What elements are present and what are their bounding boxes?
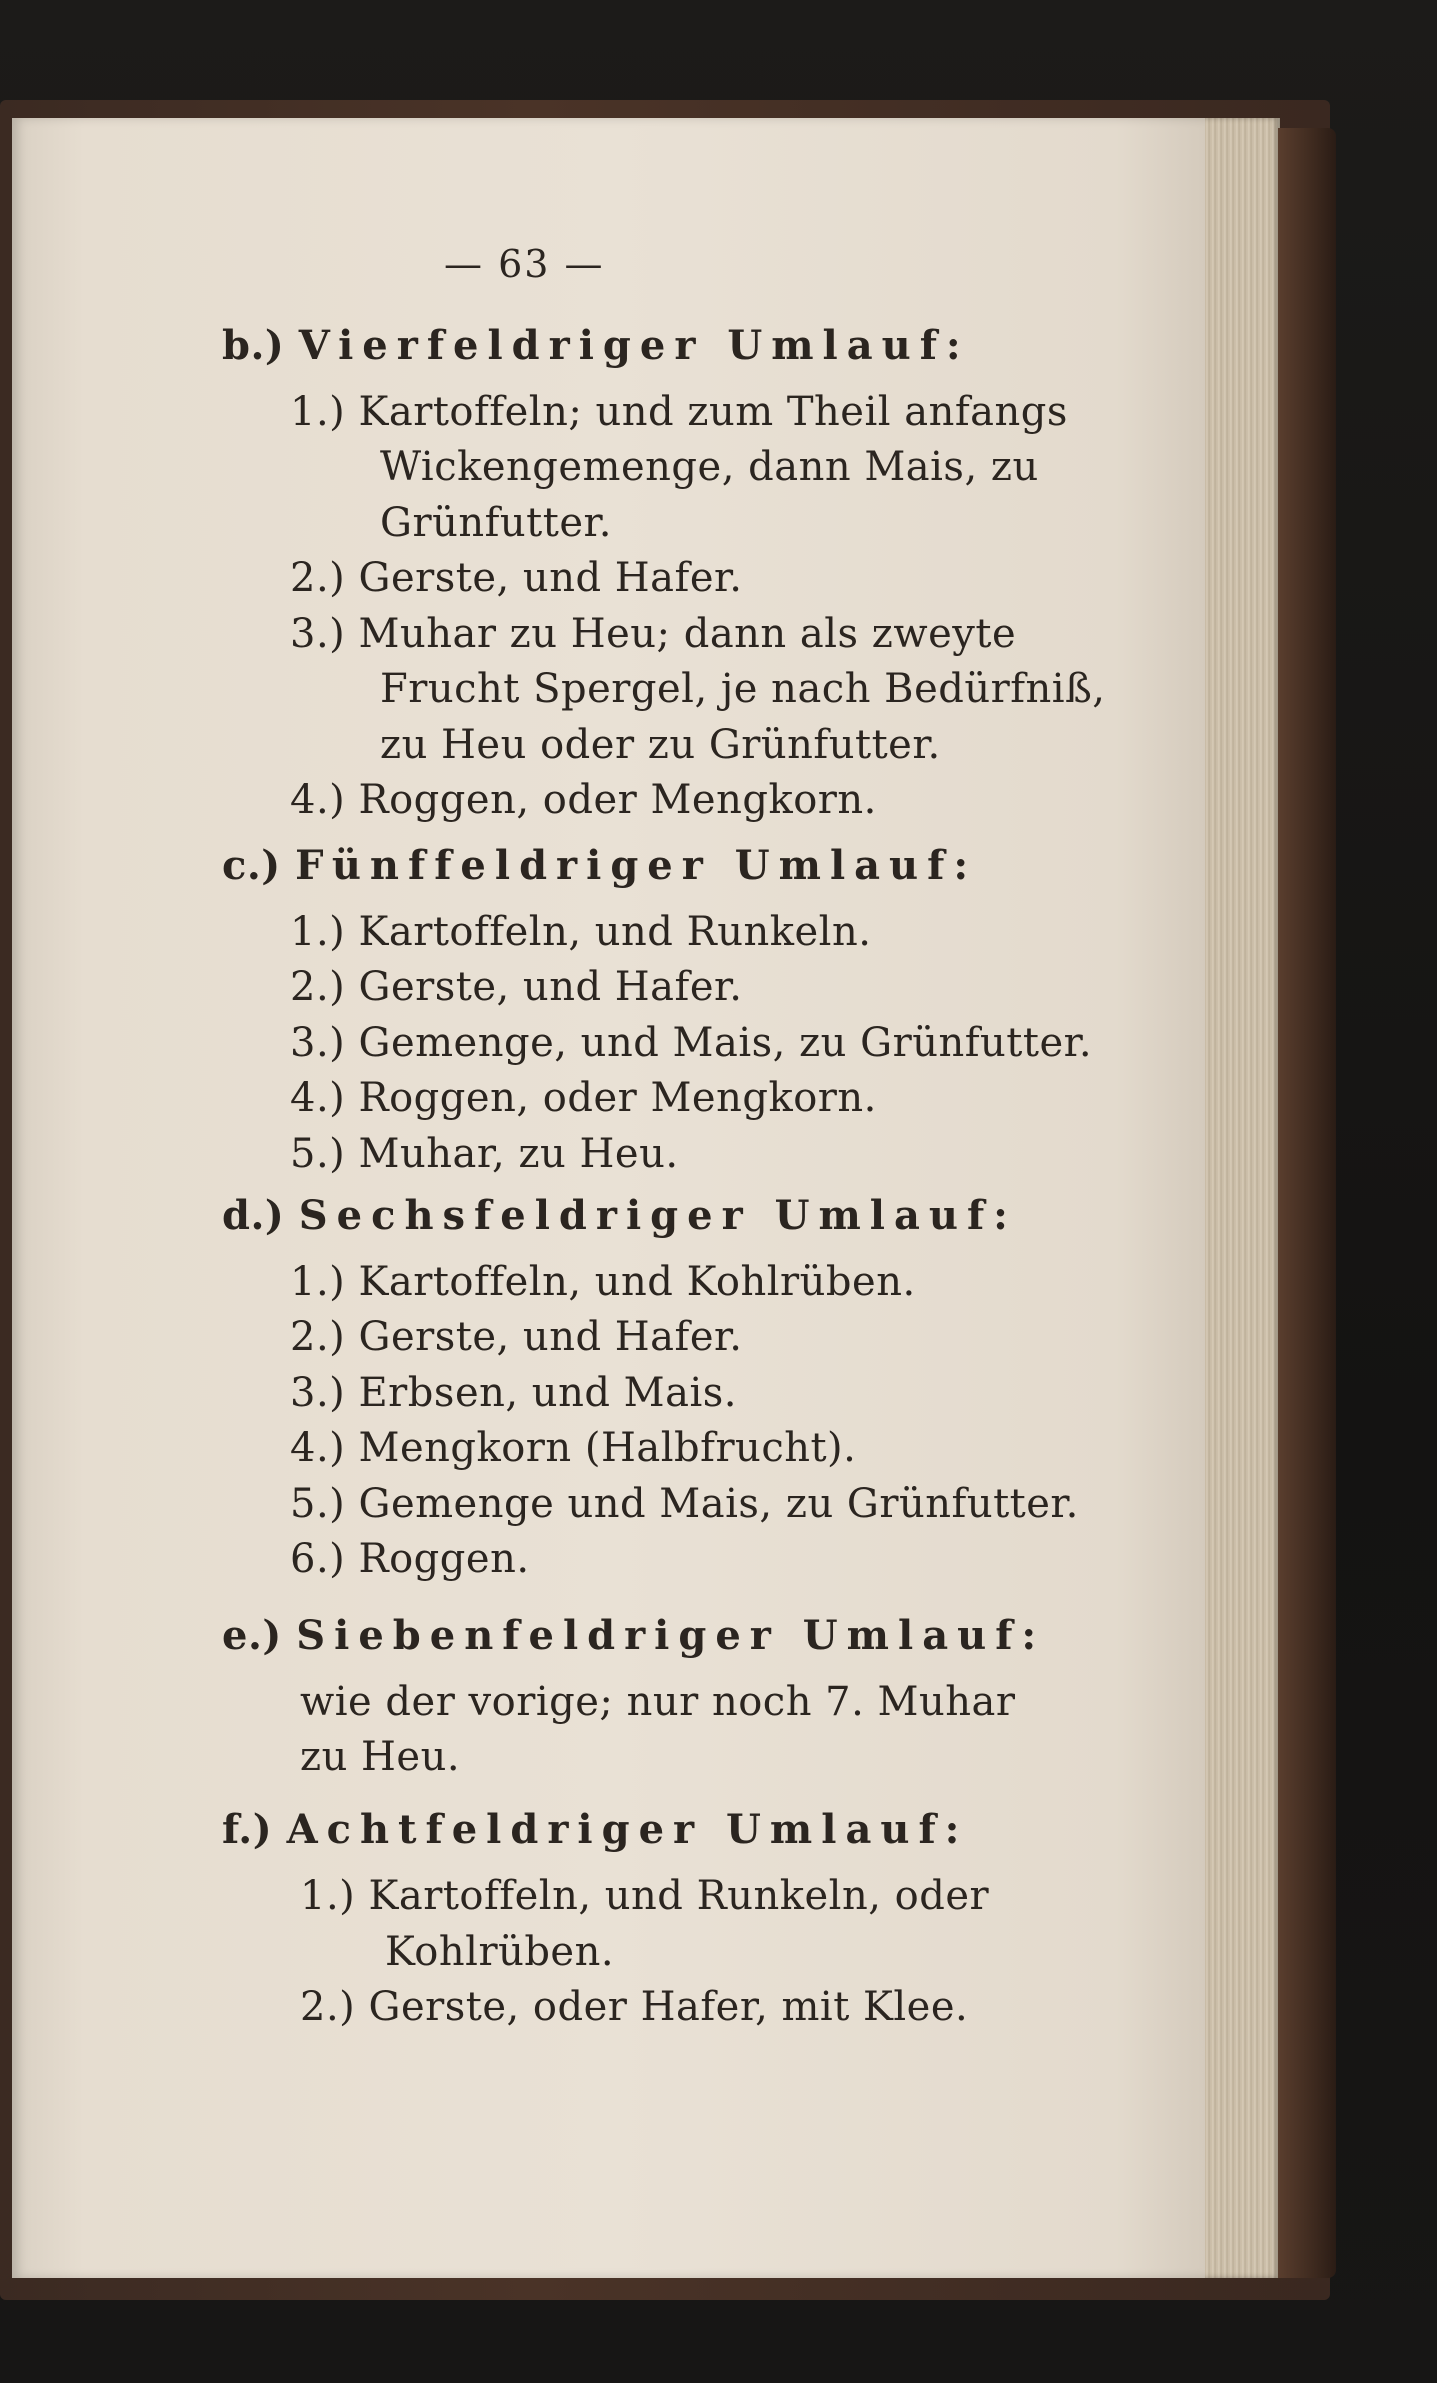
section-heading [222, 842, 977, 890]
list-item: 4.) Roggen, oder Mengkorn. [290, 777, 877, 823]
section-label: f.) [222, 1806, 273, 1853]
list-item: 6.) Roggen. [290, 1536, 530, 1582]
section-title: Sechsfeldriger Umlauf: [298, 1192, 1017, 1239]
list-item: 2.) Gerste, und Hafer. [290, 1314, 743, 1360]
list-item: Kohlrüben. [385, 1929, 615, 1975]
list-item: zu Heu oder zu Grünfutter. [380, 722, 941, 768]
section-label: b.) [222, 322, 285, 369]
section-title: Fünffeldriger Umlauf: [295, 842, 978, 889]
list-item: Wickengemenge, dann Mais, zu [380, 444, 1039, 490]
list-item: Frucht Spergel, je nach Bedürfniß, [380, 666, 1106, 712]
section-label: c.) [222, 842, 281, 889]
list-item: 1.) Kartoffeln, und Runkeln, oder [300, 1873, 990, 1919]
section-title: Vierfeldriger Umlauf: [298, 322, 970, 369]
list-item: Grünfutter. [380, 500, 612, 546]
list-item: 4.) Roggen, oder Mengkorn. [290, 1075, 877, 1121]
list-item: 4.) Mengkorn (Halbfrucht). [290, 1425, 857, 1471]
section-heading [222, 1192, 1017, 1240]
list-item: 1.) Kartoffeln; und zum Theil anfangs [290, 389, 1068, 435]
section-title: Achtfeldriger Umlauf: [286, 1806, 969, 1853]
section-heading [222, 322, 970, 370]
list-item: 5.) Muhar, zu Heu. [290, 1131, 679, 1177]
section-heading [222, 1612, 1045, 1660]
list-item: zu Heu. [300, 1734, 461, 1780]
list-item: 2.) Gerste, und Hafer. [290, 555, 743, 601]
list-item: 2.) Gerste, oder Hafer, mit Klee. [300, 1984, 969, 2030]
list-item: wie der vorige; nur noch 7. Muhar [300, 1679, 1016, 1725]
list-item: 1.) Kartoffeln, und Runkeln. [290, 909, 872, 955]
list-item: 2.) Gerste, und Hafer. [290, 964, 743, 1010]
page-number: — 63 — [444, 242, 605, 286]
section-heading [222, 1806, 968, 1854]
section-label: d.) [222, 1192, 285, 1239]
section-label: e.) [222, 1612, 282, 1659]
list-item: 3.) Gemenge, und Mais, zu Grünfutter. [290, 1020, 1093, 1066]
list-item: 3.) Muhar zu Heu; dann als zweyte [290, 611, 1017, 657]
list-item: 5.) Gemenge und Mais, zu Grünfutter. [290, 1481, 1079, 1527]
list-item: 3.) Erbsen, und Mais. [290, 1370, 737, 1416]
section-title: Siebenfeldriger Umlauf: [296, 1612, 1046, 1659]
list-item: 1.) Kartoffeln, und Kohlrüben. [290, 1259, 916, 1305]
